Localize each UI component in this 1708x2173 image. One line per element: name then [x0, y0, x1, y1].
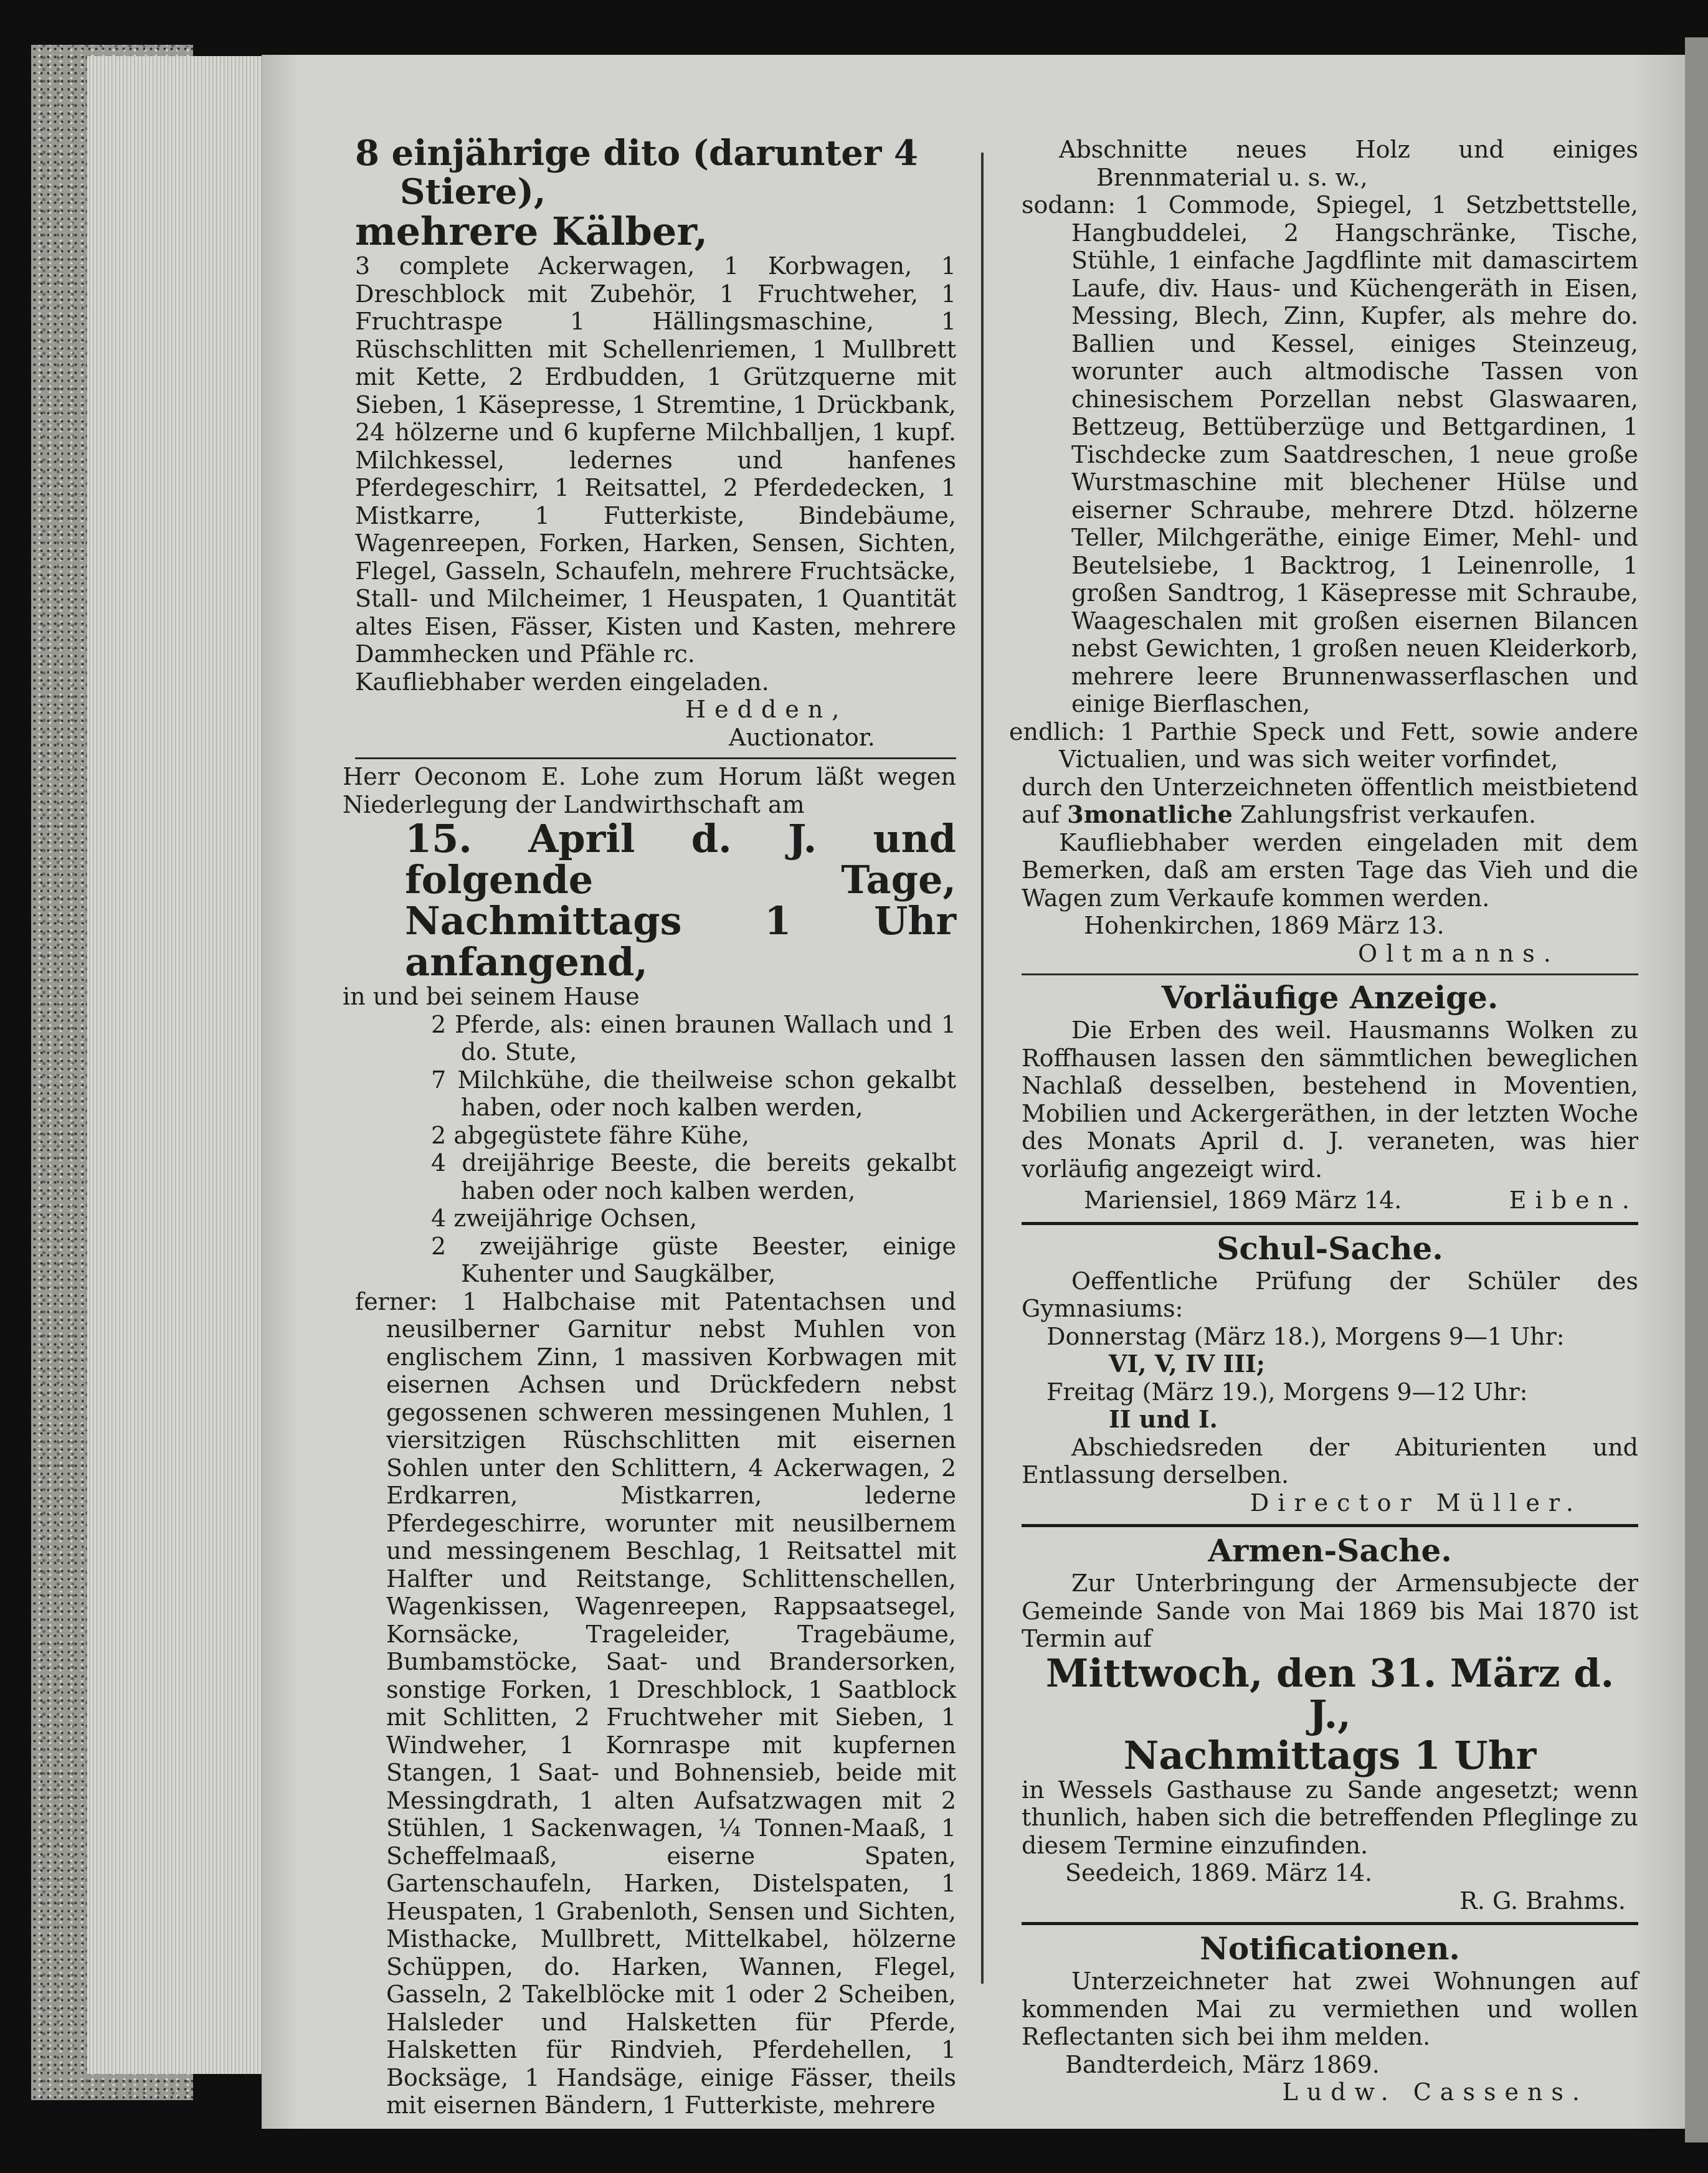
- durch-text: durch den Unterzeichneten öffentlich meistbietend auf: [1022, 773, 1638, 828]
- page-edges: [87, 56, 274, 2074]
- auction-intro: Herr Oeconom E. Lohe zum Horum läßt wegen Niederlegung der Landwirthschaft am: [343, 763, 956, 818]
- section-rule: [1022, 1222, 1638, 1225]
- lead-subheading: mehrere Kälber,: [355, 209, 708, 254]
- right-margin-strip: [1685, 37, 1708, 2142]
- section-rule: [1022, 1524, 1638, 1527]
- left-column: [343, 133, 956, 2119]
- invitation-text: Kaufliebhaber werden eingeladen.: [355, 668, 769, 696]
- signature-name: Director Müller.: [1250, 1489, 1582, 1517]
- exam-classes-2: II und I.: [1109, 1405, 1218, 1433]
- place-date: Bandterdeich, März 1869.: [1065, 2050, 1380, 2078]
- place-date: Hohenkirchen, 1869 März 13.: [1084, 912, 1445, 939]
- armen-text-2: in Wessels Gasthause zu Sande angesetzt; wenn thunlich, haben sich die betreffenden Pfleglinge zu diesem Termine einzufinden.: [1022, 1776, 1638, 1859]
- signature-name: R. G. Brahms.: [1459, 1887, 1626, 1915]
- armen-date-1: Mittwoch, den 31. März d. J.,: [1045, 1650, 1615, 1737]
- invitation-text: Kaufliebhaber werden eingeladen mit dem Bemerken, daß am ersten Tage das Vieh und die Wagen zum Verkaufe kommen werden.: [1022, 828, 1638, 912]
- payment-text: Zahlungsfrist verkaufen.: [1240, 801, 1537, 828]
- signature-name: Oltmanns.: [1358, 939, 1560, 967]
- livestock-list: [355, 1011, 956, 1288]
- signature-row: [1022, 1186, 1638, 1214]
- list-item: 4 dreijährige Beeste, die bereits gekalbt haben oder noch kalben werden,: [431, 1149, 956, 1205]
- lead-heading: 8 einjährige dito (darunter 4 Stiere),: [355, 133, 918, 212]
- heading-notificationen: Notificationen.: [1200, 1930, 1460, 1967]
- payment-term: 3monatliche: [1067, 800, 1233, 828]
- continuation-text: Abschnitte neues Holz und einiges Brennmaterial u. s. w.,: [1059, 136, 1638, 191]
- column-divider: [981, 153, 984, 1984]
- signature-name: Ludw. Cassens.: [1282, 2078, 1588, 2106]
- signature-title: Auctionator.: [729, 723, 875, 751]
- list-item: 2 Pferde, als: einen braunen Wallach und 1 do. Stute,: [431, 1010, 956, 1066]
- section-rule: [1022, 973, 1638, 975]
- signature-name: Hedden,: [685, 696, 848, 723]
- list-item: 2 zweijährige güste Beester, einige Kuhenter und Saugkälber,: [431, 1232, 956, 1287]
- schul-text-2: Abschiedsreden der Abiturienten und Entlassung derselben.: [1022, 1433, 1638, 1489]
- exam-classes-1: VI, V, IV III;: [1109, 1350, 1265, 1378]
- vorlaeufige-text: Die Erben des weil. Hausmanns Wolken zu Roffhausen lassen den sämmtlichen beweglichen Nachlaß desselben, bestehend in Moventien, Mobilien und Ackergeräthen, in der letzten Woche des Monats April d. J. veraneten, was hier vorläufig angezeigt wird.: [1022, 1016, 1638, 1183]
- heading-armen-sache: Armen-Sache.: [1208, 1532, 1452, 1569]
- heading-schul-sache: Schul-Sache.: [1217, 1229, 1443, 1267]
- notif-text: Unterzeichneter hat zwei Wohnungen auf kommenden Mai zu vermiethen und wollen Reflectanten sich bei ihm melden.: [1022, 1967, 1638, 2050]
- inventory-paragraph: 3 complete Ackerwagen, 1 Korbwagen, 1 Dreschblock mit Zubehör, 1 Fruchtweher, 1 Fruchtraspe 1 Hällingsmaschine, 1 Rüschschlitten mit Schellenriemen, 1 Mullbrett mit Kette, 2 Erdbudden, 1 Grützquerne mit Sieben, 1 Käsepresse, 1 Stremtine, 1 Drückbank, 24 hölzerne und 6 kupferne Milchballjen, 1 kupf. Milchkessel, ledernes und hanfenes Pferdegeschirr, 1 Reitsattel, 2 Pferdedecken, 1 Mistkarre, 1 Futterkiste, Bindebäume, Wagenreepen, Forken, Harken, Sensen, Sichten, Flegel, Gasseln, Schaufeln, mehrere Fruchtsäcke, Stall- und Milcheimer, 1 Heuspaten, 1 Quantität altes Eisen, Fässer, Kisten und Kasten, mehrere Dammhecken und Pfähle rc.: [355, 252, 956, 668]
- section-rule: [355, 757, 956, 759]
- durch-line: [1022, 774, 1638, 829]
- heading-vorlaeufige-anzeige: Vorläufige Anzeige.: [1161, 979, 1499, 1016]
- list-item: 7 Milchkühe, die theilweise schon gekalbt haben, oder noch kalben werden,: [431, 1066, 956, 1121]
- list-item: 2 abgegüstete fähre Kühe,: [431, 1121, 749, 1149]
- list-item: 4 zweijährige Ochsen,: [431, 1205, 698, 1232]
- place-date: Seedeich, 1869. März 14.: [1065, 1859, 1373, 1887]
- armen-date-2: Nachmittags 1 Uhr: [1123, 1732, 1537, 1778]
- auction-date: 15. April d. J. und folgende Tage, Nachmittags 1 Uhr anfangend,: [405, 816, 956, 985]
- signature-name: Eiben.: [1509, 1186, 1638, 1214]
- auction-place: in und bei seinem Hause: [343, 983, 640, 1010]
- exam-day-2: Freitag (März 19.), Morgens 9—12 Uhr:: [1046, 1378, 1528, 1406]
- endlich-paragraph: endlich: 1 Parthie Speck und Fett, sowie andere Victualien, und was sich weiter vorfindet,: [1009, 717, 1638, 773]
- right-column: [1009, 136, 1638, 2106]
- armen-text: Zur Unterbringung der Armensubjecte der Gemeinde Sande von Mai 1869 bis Mai 1870 ist Termin auf: [1022, 1569, 1638, 1652]
- ferner-paragraph: ferner: 1 Halbchaise mit Patentachsen und neusilberner Garnitur nebst Muhlen von englischem Zinn, 1 massiven Korbwagen mit eisernen Achsen und Drückfedern nebst gegossenen schweren messingenen Muhlen, 1 viersitzigen Rüschschlitten mit eisernen Sohlen unter den Schlittern, 4 Ackerwagen, 2 Erdkarren, Mistkarren, lederne Pferdegeschirre, worunter mit neusilbernem und messingenem Beschlag, 1 Reitsattel mit Halfter und Reitstange, Schlittenschellen, Wagenkissen, Wagenreepen, Rappsaatsegel, Kornsäcke, Trageleider, Tragebäume, Bumbamstöcke, Saat- und Brandersorken, sonstige Forken, 1 Dreschblock, 1 Saatblock mit Schlitten, 2 Fruchtweher mit Sieben, 1 Windweher, 1 Kornraspe mit kupfernen Stangen, 1 Saat- und Bohnensieb, beide mit Messingdrath, 1 alten Aufsatzwagen mit 2 Stühlen, 1 Sackenwagen, ¼ Tonnen-Maaß, 1 Scheffelmaaß, eiserne Spaten, Gartenschaufeln, Harken, Distelspaten, 1 Heuspaten, 1 Grabenloth, Sensen und Sichten, Misthacke, Mullbrett, Mittelkabel, hölzerne Schüppen, do. Harken, Wannen, Flegel, Gasseln, 2 Takelblöcke mit 1 oder 2 Scheiben, Halsleder und Halsketten für Pferde, Halsketten für Rindvieh, Pferdehellen, 1 Bocksäge, 1 Handsäge, einige Fässer, theils mit eisernen Bändern, 1 Futterkiste, mehrere: [355, 1287, 956, 2119]
- schul-text: Oeffentliche Prüfung der Schüler des Gymnasiums:: [1022, 1267, 1638, 1322]
- sodann-paragraph: sodann: 1 Commode, Spiegel, 1 Setzbettstelle, Hangbuddelei, 2 Hangschränke, Tische, Stühle, 1 einfache Jagdflinte mit damascirtem Laufe, div. Haus- und Küchengeräth in Eisen, Messing, Blech, Zinn, Kupfer, als mehre do. Ballien und Kessel, einiges Steinzeug, worunter auch altmodische Tassen von chinesischem Porzellan nebst Glaswaaren, Bettzeug, Bettüberzüge und Bettgardinen, 1 Tischdecke zum Saatdreschen, 1 neue große Wurstmaschine mit blechener Hülse und eiserner Schraube, mehrere Dtzd. hölzerne Teller, Milchgeräthe, einige Eimer, Mehl- und Beutelsiebe, 1 Backtrog, 1 Leinenrolle, 1 großen Sandtrog, 1 Käsepresse mit Schraube, Waageschalen mit großen eisernen Bilancen nebst Gewichten, 1 großen neuen Kleiderkorb, mehrere leere Brunnenwasserflaschen und einige Bierflaschen,: [1022, 191, 1638, 717]
- section-rule: [1022, 1922, 1638, 1925]
- exam-day-1: Donnerstag (März 18.), Morgens 9—1 Uhr:: [1046, 1322, 1565, 1350]
- place-date: Mariensiel, 1869 März 14.: [1084, 1186, 1402, 1214]
